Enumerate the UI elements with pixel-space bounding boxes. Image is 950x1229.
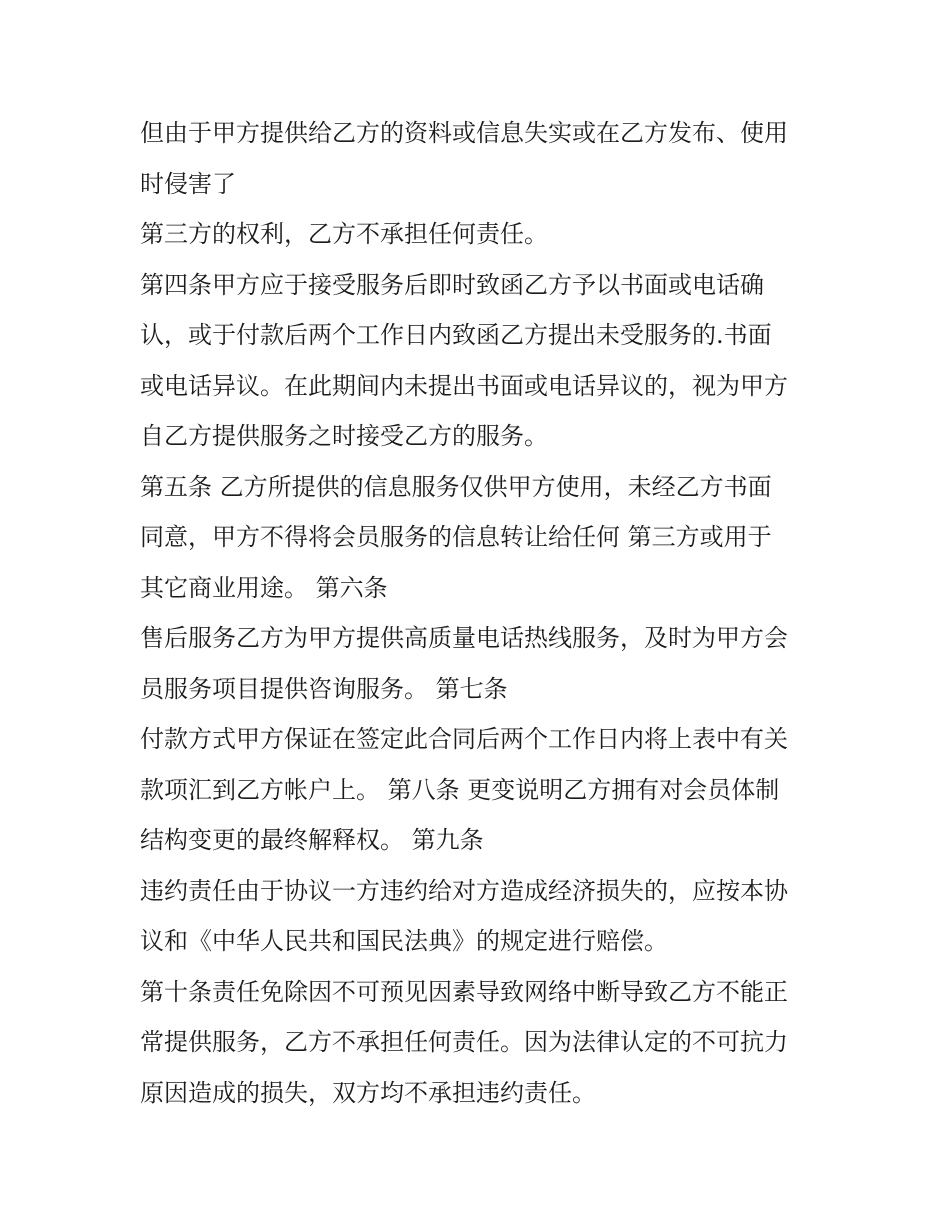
text-line: 第十条责任免除因不可预见因素导致网络中断导致乙方不能正	[140, 977, 788, 1006]
text-line: 原因造成的损失，双方均不承担违约责任。	[140, 1078, 596, 1107]
text-line: 款项汇到乙方帐户上。 第八条 更变说明乙方拥有对会员体制	[140, 775, 780, 804]
text-line: 员服务项目提供咨询服务。 第七条	[140, 674, 508, 703]
text-line: 认，或于付款后两个工作日内致函乙方提出未受服务的.书面	[140, 321, 772, 349]
text-line: 但由于甲方提供给乙方的资料或信息失实或在乙方发布、使用	[140, 119, 788, 147]
text-line: 时侵害了	[140, 169, 236, 198]
text-line: 第三方的权利，乙方不承担任何责任。	[140, 220, 548, 248]
text-line: 或电话异议。在此期间内未提出书面或电话异议的，视为甲方	[140, 371, 788, 400]
text-line: 同意，甲方不得将会员服务的信息转让给任何 第三方或用于	[140, 523, 772, 551]
text-line: 常提供服务，乙方不承担任何责任。因为法律认定的不可抗力	[140, 1028, 788, 1056]
text-line: 第五条 乙方所提供的信息服务仅供甲方使用，未经乙方书面	[140, 472, 772, 501]
text-line: 议和《中华人民共和国民法典》的规定进行赔偿。	[140, 927, 668, 955]
text-line: 第四条甲方应于接受服务后即时致函乙方予以书面或电话确	[140, 270, 764, 299]
text-line: 其它商业用途。 第六条	[140, 573, 388, 602]
text-line: 自乙方提供服务之时接受乙方的服务。	[140, 422, 548, 450]
text-line: 违约责任由于协议一方违约给对方造成经济损失的，应按本协	[140, 876, 788, 905]
text-line: 售后服务乙方为甲方提供高质量电话热线服务，及时为甲方会	[140, 624, 788, 652]
text-line: 结构变更的最终解释权。 第九条	[140, 826, 484, 854]
text-line: 付款方式甲方保证在签定此合同后两个工作日内将上表中有关	[140, 725, 788, 753]
contract-text	[140, 108, 830, 1118]
